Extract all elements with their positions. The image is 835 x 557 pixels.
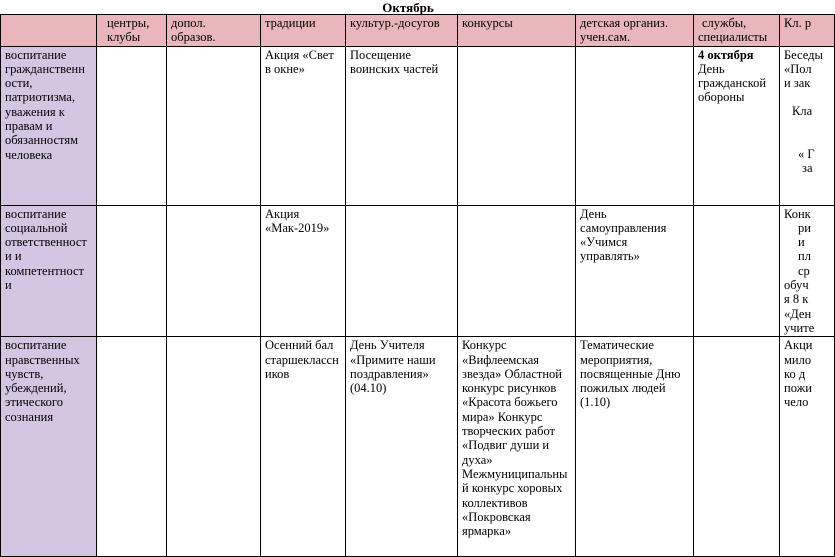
class-line: «Пол bbox=[784, 61, 812, 76]
table-cell bbox=[97, 205, 167, 337]
header-cell-additional-education bbox=[167, 15, 261, 47]
header-additional-line1: допол. bbox=[171, 16, 206, 30]
class-line: Кла bbox=[792, 104, 813, 119]
class-line: обуч bbox=[784, 278, 809, 293]
plan-table bbox=[0, 14, 835, 557]
plan-table-wrap bbox=[0, 14, 835, 557]
table-cell: День самоуправления «Учимся управлять» bbox=[576, 205, 694, 337]
class-line: ко д bbox=[784, 366, 806, 381]
header-cell-child-org bbox=[576, 15, 694, 47]
table-cell-class bbox=[780, 337, 835, 557]
table-cell: Акция «Мак-2019» bbox=[261, 205, 346, 337]
table-row bbox=[1, 205, 835, 337]
table-cell: Тематические мероприятия, посвященные Дню пожилых людей (1.10) bbox=[576, 337, 694, 557]
event-date: 4 октября bbox=[698, 47, 754, 62]
table-cell bbox=[167, 46, 261, 205]
table-cell bbox=[346, 205, 458, 337]
header-child-org-line2: учен.сам. bbox=[580, 30, 631, 45]
table-cell-class bbox=[780, 46, 835, 205]
row-heading: воспитание социальной ответственност и и компетентност и bbox=[1, 205, 97, 337]
header-cell-class-teacher: Кл. р bbox=[780, 15, 835, 47]
table-cell: Акция «Свет в окне» bbox=[261, 46, 346, 205]
header-services-line2: специалисты bbox=[698, 30, 768, 45]
class-line: и bbox=[798, 235, 805, 250]
table-cell bbox=[458, 205, 576, 337]
header-additional-line2: образов. bbox=[171, 30, 216, 45]
row-heading: воспитание гражданственн ости, патриотизма, уважения к правам и обязанностям человека bbox=[1, 46, 97, 205]
row-heading: воспитание нравственных чувств, убеждений, этического сознания bbox=[1, 337, 97, 557]
table-cell bbox=[167, 205, 261, 337]
class-line: «Ден bbox=[784, 306, 812, 321]
table-cell bbox=[694, 46, 780, 205]
class-line: ри bbox=[798, 220, 811, 235]
class-line: « Г bbox=[798, 146, 815, 161]
class-line: Акци bbox=[784, 338, 813, 353]
table-cell: Осенний бал старшеклассн иков bbox=[261, 337, 346, 557]
table-cell bbox=[167, 337, 261, 557]
header-child-org-line1: детская организ. bbox=[580, 16, 668, 30]
table-cell: Конкурс «Вифлеемская звезда» Областной конкурс рисунков «Красота божьего мира» Конкурс творческих работ «Подвиг души и духа» Межмуниципальны й конкурс хоровых коллективов «Покровская ярмарка» bbox=[458, 337, 576, 557]
header-centers-line1: центры, bbox=[107, 16, 150, 30]
class-line: ср bbox=[798, 263, 810, 278]
table-cell bbox=[458, 46, 576, 205]
table-cell bbox=[694, 337, 780, 557]
class-line: Конк bbox=[784, 206, 811, 221]
class-line: Беседы bbox=[784, 47, 823, 62]
header-cell-cultural: культур.-досугов bbox=[346, 15, 458, 47]
class-gap bbox=[784, 119, 830, 133]
header-centers-line2: клубы bbox=[107, 30, 141, 45]
class-gap bbox=[784, 90, 830, 104]
table-cell bbox=[97, 337, 167, 557]
class-line: пл bbox=[798, 249, 811, 264]
class-line: пожи bbox=[784, 381, 812, 396]
class-line: чело bbox=[784, 395, 809, 410]
header-cell-traditions: традиции bbox=[261, 15, 346, 47]
table-cell: Посещение воинских частей bbox=[346, 46, 458, 205]
table-cell bbox=[576, 46, 694, 205]
table-cell: День Учителя «Примите наши поздравления» (04.10) bbox=[346, 337, 458, 557]
page-title: Октябрь bbox=[382, 0, 434, 15]
class-line: учите bbox=[784, 320, 815, 335]
header-cell-contests: конкурсы bbox=[458, 15, 576, 47]
header-row bbox=[1, 15, 835, 47]
table-cell bbox=[694, 205, 780, 337]
table-row bbox=[1, 46, 835, 205]
table-row bbox=[1, 337, 835, 557]
event-text: День гражданской обороны bbox=[698, 61, 767, 105]
class-line: за bbox=[802, 161, 813, 176]
header-cell-corner bbox=[1, 15, 97, 47]
class-gap bbox=[784, 133, 830, 147]
table-cell bbox=[97, 46, 167, 205]
header-cell-services bbox=[694, 15, 780, 47]
class-line: я 8 к bbox=[784, 292, 809, 307]
header-services-line1: службы, bbox=[702, 16, 747, 30]
class-line: и зак bbox=[784, 76, 811, 91]
class-line: мило bbox=[784, 352, 812, 367]
table-cell-class bbox=[780, 205, 835, 337]
header-cell-centers bbox=[97, 15, 167, 47]
